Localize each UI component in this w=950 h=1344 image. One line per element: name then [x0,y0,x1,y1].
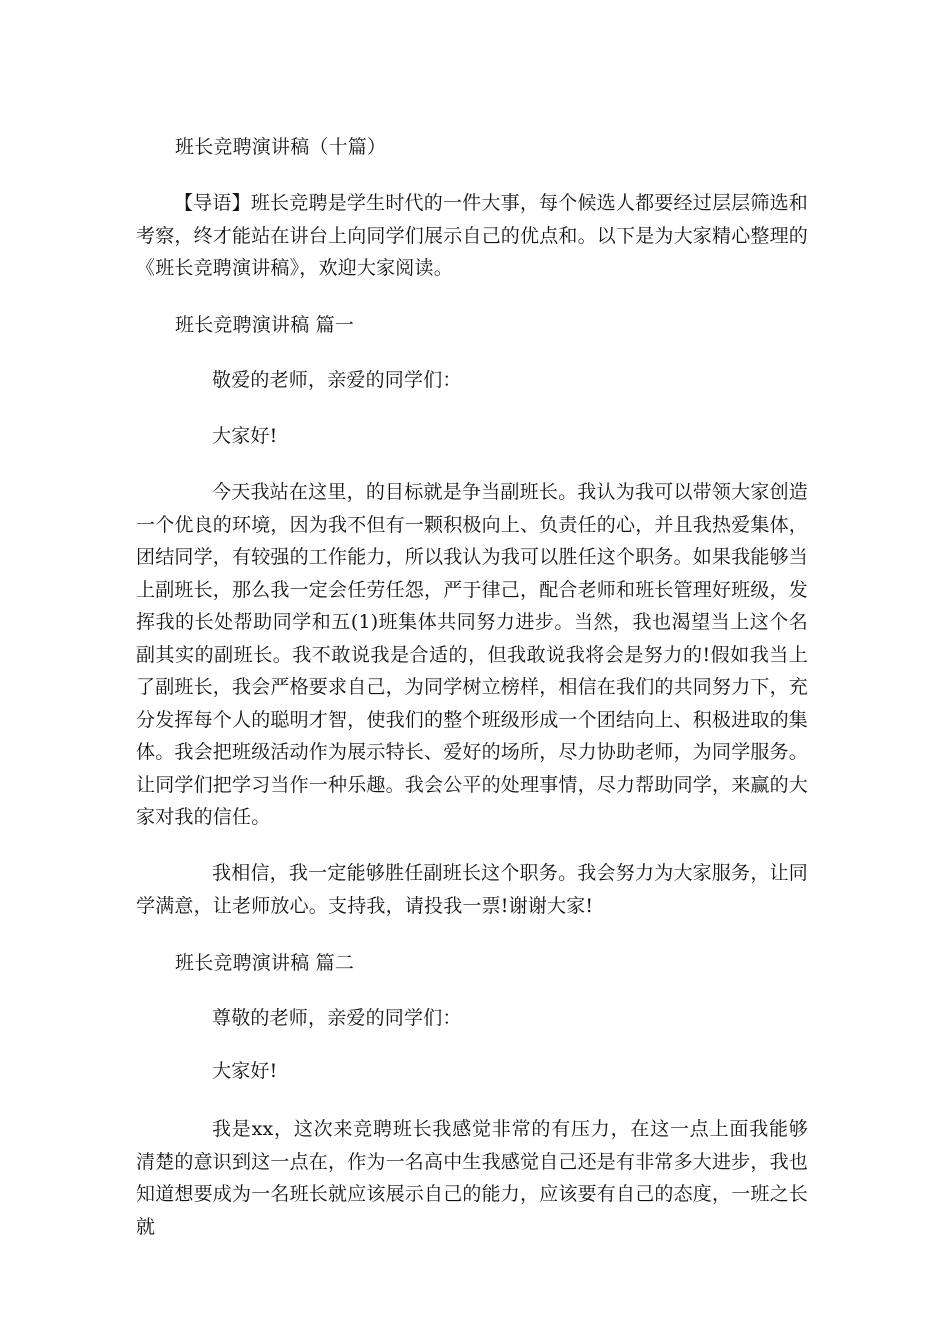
document-title: 班长竞聘演讲稿（十篇） [175,136,387,158]
section-1-heading: 班长竞聘演讲稿 篇一 [175,314,355,336]
section-1-paragraph-2: 我相信，我一定能够胜任副班长这个职务。我会努力为大家服务，让同学满意，让老师放心。支持我，请投我一票!谢谢大家! [136,862,808,917]
section-1-greeting: 大家好! [212,425,278,447]
section-2-paragraph-1: 我是xx，这次来竞聘班长我感觉非常的有压力，在这一点上面我能够清楚的意识到这一点在，作为一名高中生我感觉自己还是有非常多大进步，我也知道想要成为一名班长就应该展示自己的能力，应该要有自己的态度，一班之长就 [136,1118,809,1238]
section-2-greeting: 大家好! [212,1060,278,1082]
section-1-paragraph-1: 今天我站在这里，的目标就是争当副班长。我认为我可以带领大家创造一个优良的环境，因为我不但有一颗积极向上、负责任的心，并且我热爱集体，团结同学，有较强的工作能力，所以我认为我可以胜任这个职务。如果我能够当上副班长，那么我一定会任劳任怨，严于律己，配合老师和班长管理好班级，发挥我的长处帮助同学和五(1)班集体共同努力进步。当然，我也渴望当上这个名副其实的副班长。我不敢说我是合适的，但我敢说我将会是努力的!假如我当上了副班长，我会严格要求自己，为同学树立榜样，相信在我们的共同努力下，充分发挥每个人的聪明才智，使我们的整个班级形成一个团结向上、积极进取的集体。我会把班级活动作为展示特长、爱好的场所，尽力协助老师，为同学服务。让同学们把学习当作一种乐趣。我会公平的处理事情，尽力帮助同学，来赢的大家对我的信任。 [136,481,809,828]
section-1-salutation: 敬爱的老师，亲爱的同学们： [212,369,462,391]
section-2-heading: 班长竞聘演讲稿 篇二 [175,952,355,974]
section-2-salutation: 尊敬的老师，亲爱的同学们： [212,1007,462,1029]
intro-paragraph: 【导语】班长竞聘是学生时代的一件大事，每个候选人都要经过层层筛选和考察，终才能站在讲台上向同学们展示自己的优点和。以下是为大家精心整理的《班长竞聘演讲稿》，欢迎大家阅读。 [136,192,809,279]
